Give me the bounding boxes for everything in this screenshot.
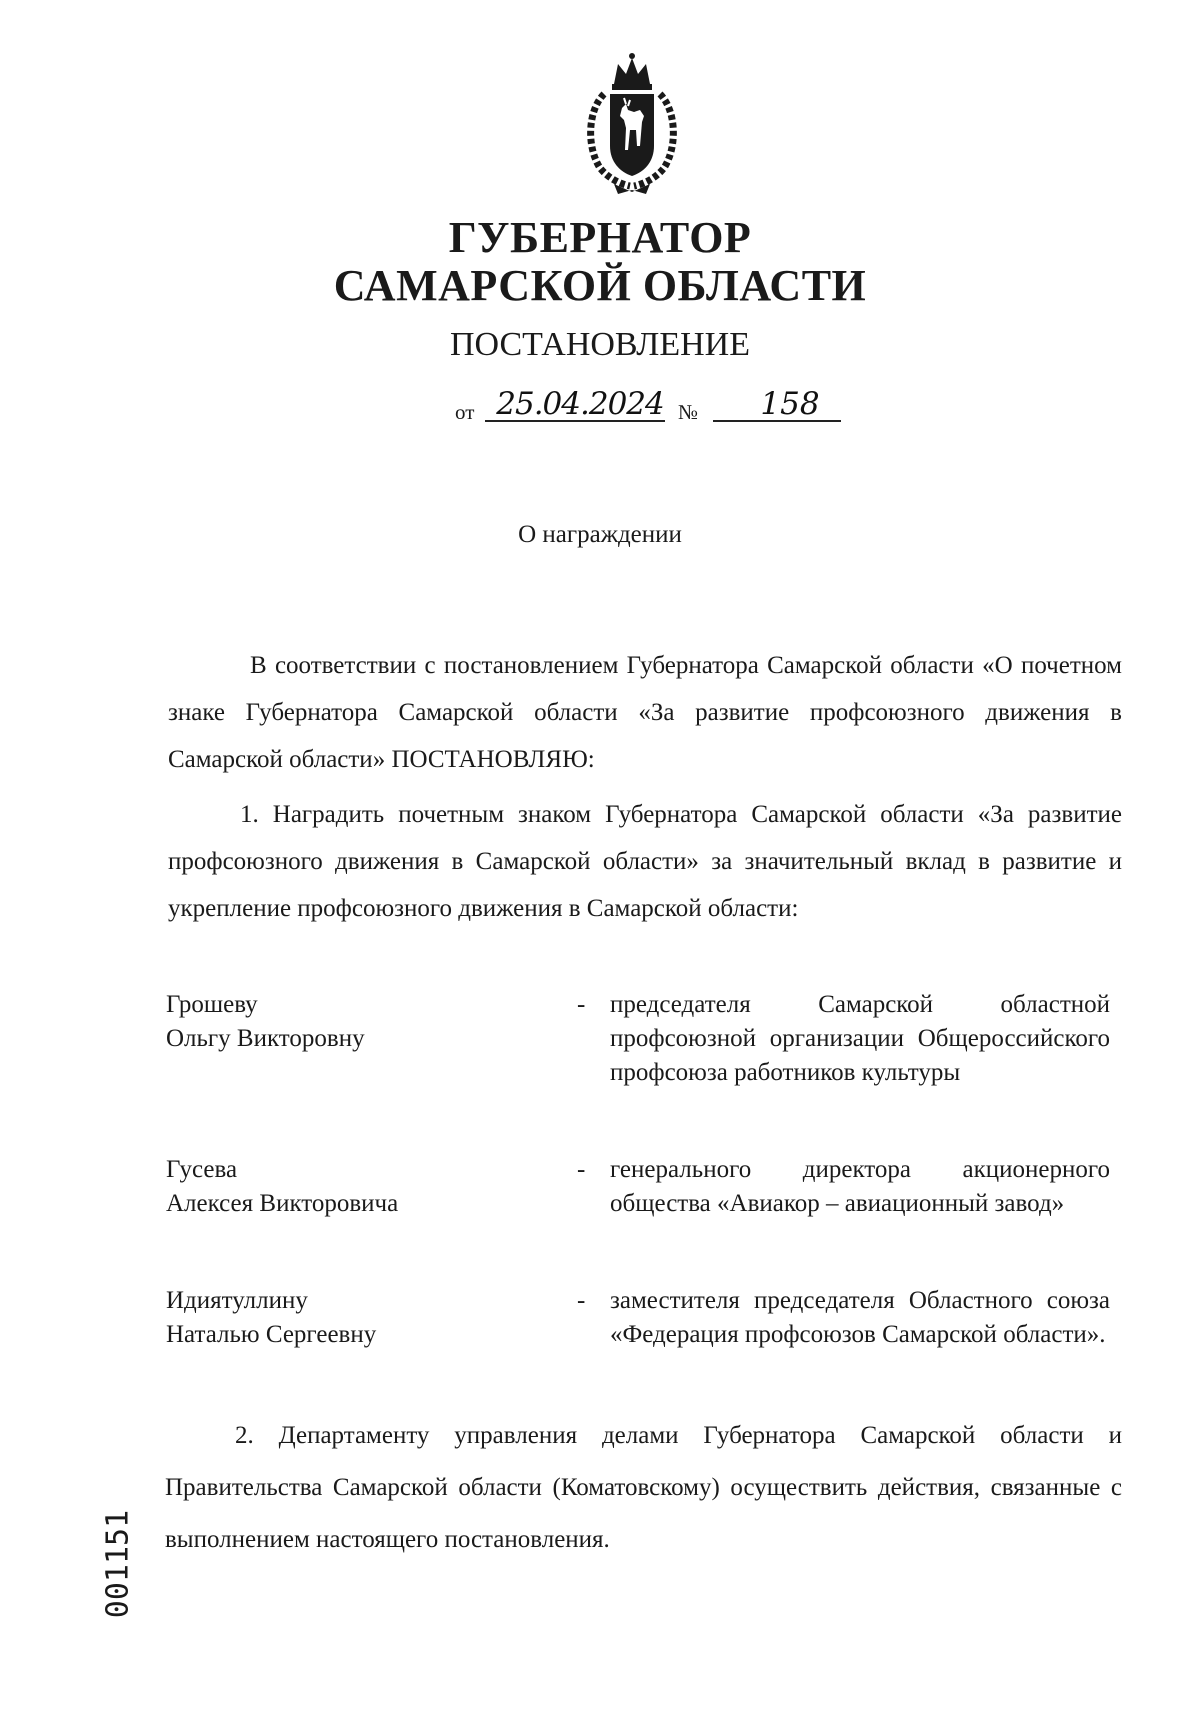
item-2-paragraph: 2. Департаменту управления делами Губернатора Самарской области и Правительства Самарской области (Коматовскому) осуществить действия, связанные с выполнением настоящего постановления. [165,1422,1122,1553]
awardee-position: председателя Самарской областной профсоюзной организации Общероссийского профсоюза работников культуры [610,991,1110,1086]
number-prefix: № [678,400,699,424]
awardee-position: генерального директора акционерного общества «Авиакор – авиационный завод» [610,1156,1110,1217]
awardee-given-names: Ольгу Викторовну [166,1025,365,1052]
date-prefix: от [455,400,475,424]
number-underline [713,420,841,422]
preamble-paragraph: В соответствии с постановлением Губернатора Самарской области «О почетном знаке Губернатора Самарской области «За развитие профсоюзного движения в Самарской области» ПОСТАНОВЛЯЮ: [168,652,1122,773]
awardee-surname: Гусева [166,1156,238,1183]
awardee-dash: - [577,991,586,1018]
document-type: ПОСТАНОВЛЕНИЕ [449,326,751,363]
document-date: 25.04.2024 [496,386,664,422]
awardee-surname: Грошеву [166,991,258,1018]
awardee-position: заместителя председателя Областного союза «Федерация профсоюзов Самарской области». [610,1287,1110,1348]
date-number-line [455,386,855,426]
document-subject: О награждении [518,521,682,548]
date-underline [485,420,665,422]
organization-title-line1: ГУБЕРНАТОР [448,213,752,262]
awardee-dash: - [577,1287,586,1314]
awardee-dash: - [577,1156,586,1183]
samara-oblast-coat-of-arms-icon [574,50,690,196]
awardee-surname: Идиятуллину [166,1287,308,1314]
document-number: 158 [760,386,820,422]
awardee-name [166,1284,506,1352]
awardee-given-names: Алексея Викторовича [166,1190,399,1217]
organization-title-line2: САМАРСКОЙ ОБЛАСТИ [333,261,867,310]
awardee-given-names: Наталью Сергеевну [166,1321,377,1348]
item-1-paragraph: 1. Наградить почетным знаком Губернатора Самарской области «За развитие профсоюзного движения в Самарской области» за значительный вклад в развитие и укрепление профсоюзного движения в Самарской области: [168,801,1122,922]
awardee-name [166,1153,506,1221]
awardee-name [166,988,506,1056]
serial-number: 001151 [100,1509,136,1619]
serial-number-stamp [98,1504,138,1624]
